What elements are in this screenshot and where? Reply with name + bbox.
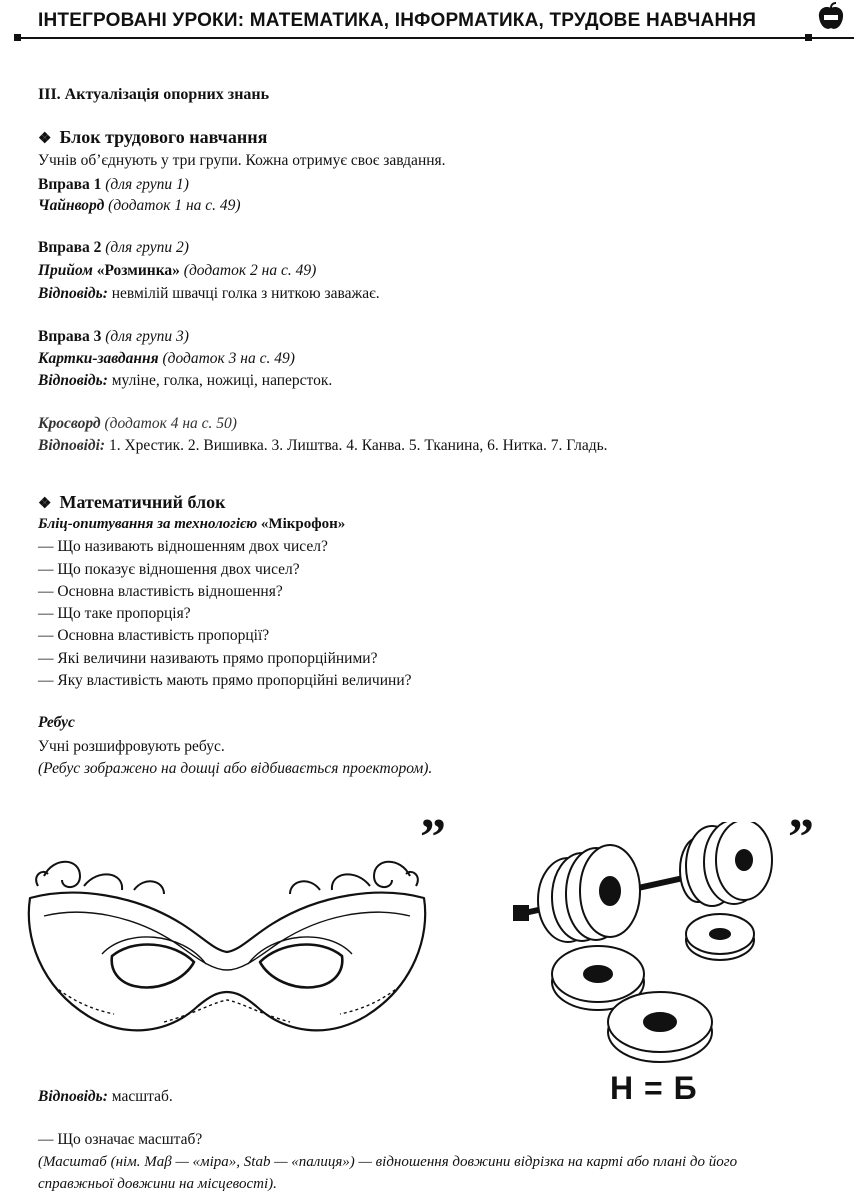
mask-icon xyxy=(14,846,440,1058)
header-rule xyxy=(14,37,854,39)
question-item: — Основна властивість пропорції? xyxy=(38,627,270,644)
question-item: — Основна властивість відношення? xyxy=(38,583,283,600)
scale-explanation: (Масштаб (нім. Maβ — «міра», Stab — «палиця») — відношення довжини відрізка на карті або плані до його xyxy=(38,1154,738,1170)
scale-explanation-cont: справжньої довжини на місцевості). xyxy=(38,1176,277,1192)
page-header xyxy=(0,0,854,40)
rebus-answer: Відповідь: масштаб. xyxy=(38,1088,173,1105)
exercise-2: Вправа 2 (для групи 2) xyxy=(38,239,189,256)
crossword-task: Кросворд (додаток 4 на с. 50) xyxy=(38,415,237,432)
scale-question: — Що означає масштаб? xyxy=(38,1131,203,1148)
apple-logo-icon xyxy=(815,2,847,32)
rebus-substitution: Н = Б xyxy=(610,1070,698,1106)
exercise-3-answer: Відповідь: муліне, голка, ножиці, наперсток. xyxy=(38,372,333,389)
exercise-3-task: Картки-завдання (додаток 3 на с. 49) xyxy=(38,350,295,367)
question-item: — Яку властивість мають прямо пропорційні величини? xyxy=(38,672,412,689)
exercise-1-task: Чайнворд (додаток 1 на с. 49) xyxy=(38,197,241,214)
exercise-2-answer: Відповідь: невмілій швачці голка з ниткою заважає. xyxy=(38,285,380,302)
diamond-bullet-icon: ❖ xyxy=(38,496,52,512)
exercise-3: Вправа 3 (для групи 3) xyxy=(38,328,189,345)
rebus-instruction: Учні розшифровують ребус. xyxy=(38,738,225,755)
quote-mark-right: ” xyxy=(788,809,814,866)
rebus-heading: Ребус xyxy=(38,714,75,731)
section-heading: ІІІ. Актуалізація опорних знань xyxy=(38,86,270,103)
labor-intro: Учнів об’єднують у три групи. Кожна отримує своє завдання. xyxy=(38,152,446,169)
question-item: — Що показує відношення двох чисел? xyxy=(38,561,300,578)
blitz-survey: Бліц-опитування за технологією «Мікрофон» xyxy=(38,516,346,532)
diamond-bullet-icon: ❖ xyxy=(38,131,52,147)
crossword-answers: Відповіді: 1. Хрестик. 2. Вишивка. 3. Лиштва. 4. Канва. 5. Тканина, 6. Нитка. 7. Гладь. xyxy=(38,437,608,454)
labor-block-heading: ❖ Блок трудового навчання xyxy=(38,127,268,147)
question-item: — Які величини називають прямо пропорційними? xyxy=(38,650,378,667)
barbell-icon xyxy=(512,822,802,1072)
rule-marker-right xyxy=(805,34,812,41)
rule-marker-left xyxy=(14,34,21,41)
exercise-1: Вправа 1 (для групи 1) xyxy=(38,176,189,193)
question-item: — Що таке пропорція? xyxy=(38,605,191,622)
math-block-heading: ❖ Математичний блок xyxy=(38,492,226,512)
header-title: ІНТЕГРОВАНІ УРОКИ: МАТЕМАТИКА, ІНФОРМАТИКА, ТРУДОВЕ НАВЧАННЯ xyxy=(38,10,757,31)
rebus-note: (Ребус зображено на дошці або відбивається проектором). xyxy=(38,760,433,777)
quote-mark-left: ” xyxy=(420,809,446,866)
exercise-2-task: Прийом «Розминка» (додаток 2 на с. 49) xyxy=(38,262,317,279)
question-item: — Що називають відношенням двох чисел? xyxy=(38,538,328,555)
